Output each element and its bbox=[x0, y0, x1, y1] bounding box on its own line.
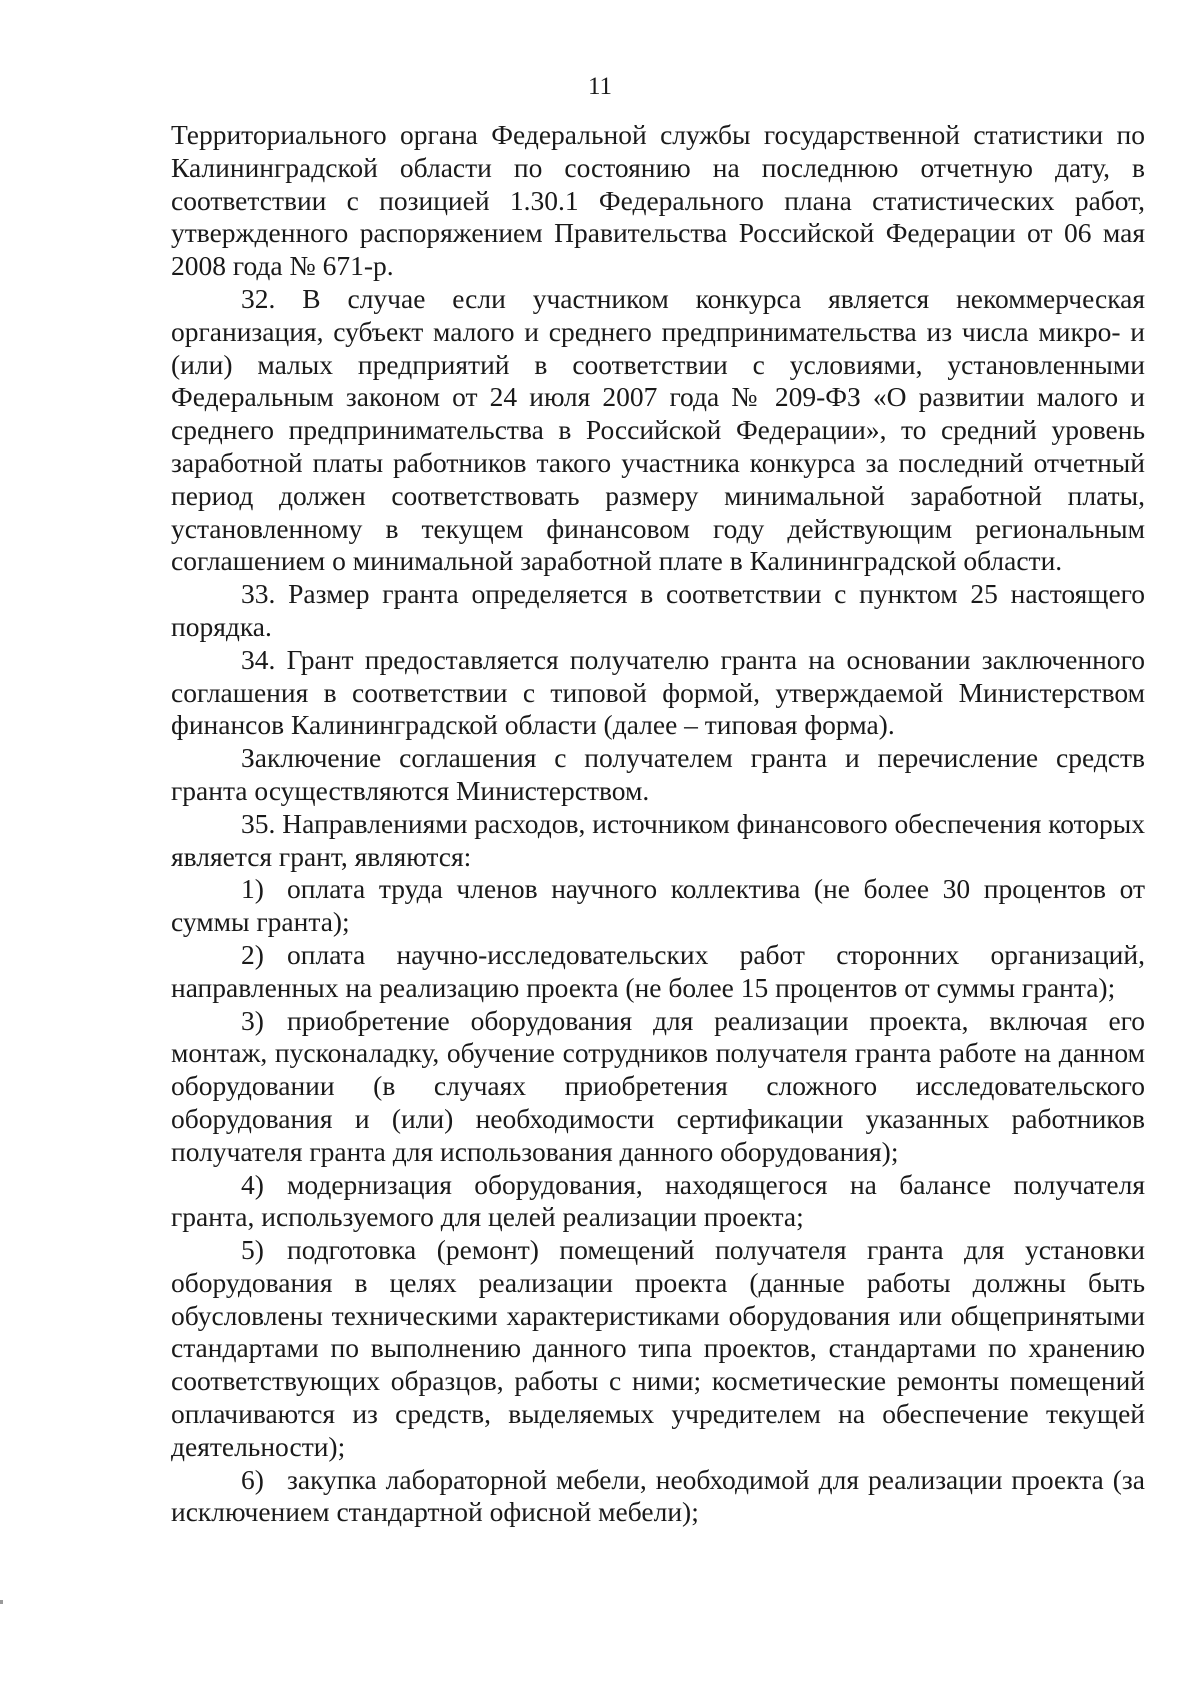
list-item-text: приобретение оборудования для реализации проекта, включая его монтаж, пусконаладку, обучение сотрудников получателя гранта работе на данном оборудовании (в случаях приобретения сложного исследовательского оборудования и (или) необходимости сертификации указанных работников получателя гранта для использования данного оборудования); bbox=[171, 1004, 1145, 1167]
scan-artifact bbox=[0, 1600, 3, 1604]
paragraph-text: Размер гранта определяется в соответствии с пунктом 25 настоящего порядка. bbox=[171, 578, 1145, 642]
list-item-text: подготовка (ремонт) помещений получателя гранта для установки оборудования в целях реализации проекта (данные работы должны быть обусловлены техническими характеристиками оборудования или общепринятыми стандартами по выполнению данного типа проектов, стандартами по хранению соответствующих образцов, работы с ними; косметические ремонты помещений оплачиваются из средств, выделяемых учредителем на обеспечение текущей деятельности); bbox=[171, 1234, 1145, 1462]
paragraph-33 bbox=[171, 578, 1145, 644]
list-item-text: оплата научно-исследовательских работ сторонних организаций, направленных на реализацию проекта (не более 15 процентов от суммы гранта); bbox=[171, 938, 1145, 1003]
paragraph-number: 32. bbox=[241, 282, 276, 314]
page-number: 11 bbox=[587, 73, 613, 100]
list-item-number: 1) bbox=[241, 873, 264, 905]
list-item-number: 5) bbox=[241, 1234, 264, 1266]
paragraph-text: В случае если участником конкурса является некоммерческая организация, субъект малого и среднего предпринимательства из числа микро- и (или) малых предприятий в соответствии с условиями, установленными Федеральным законом от 24 июля 2007 года № 209-ФЗ «О развитии малого и среднего предпринимательства в Российской Федерации», то средний уровень заработной платы работников такого участника конкурса за последний отчетный период должен соответствовать размеру минимальной заработной платы, установленному в текущем финансовом году действующим региональным соглашением о минимальной заработной плате в Калининградской области. bbox=[171, 282, 1145, 577]
paragraph-35 bbox=[171, 808, 1145, 874]
list-item-number: 4) bbox=[241, 1168, 264, 1200]
paragraph-text: Территориального органа Федеральной службы государственной статистики по Калининградской области по состоянию на последнюю отчетную дату, в соответствии с позицией 1.30.1 Федерального плана статистических работ, утвержденного распоряжением Правительства Российской Федерации от 06 мая 2008 года № 671-р. bbox=[171, 119, 1145, 282]
list-item-number: 3) bbox=[241, 1004, 264, 1036]
list-item-4 bbox=[171, 1169, 1145, 1235]
list-item-number: 2) bbox=[241, 938, 264, 970]
paragraph-number: 35. bbox=[241, 807, 276, 839]
paragraph-text: Грант предоставляется получателю гранта на основании заключенного соглашения в соответствии с типовой формой, утверждаемой Министерством финансов Калининградской области (далее – типовая форма). bbox=[171, 643, 1145, 741]
paragraph-continuation bbox=[171, 119, 1145, 283]
list-item-1 bbox=[171, 873, 1145, 939]
list-item-2 bbox=[171, 939, 1145, 1005]
paragraph-text: Направлениями расходов, источником финансового обеспечения которых является грант, являются: bbox=[171, 807, 1146, 872]
list-item-5 bbox=[171, 1234, 1145, 1464]
document-body bbox=[171, 119, 1145, 1529]
list-item-text: закупка лабораторной мебели, необходимой для реализации проекта (за исключением стандартной офисной мебели); bbox=[171, 1463, 1145, 1528]
list-item-6 bbox=[171, 1464, 1145, 1530]
paragraph-34-agreement bbox=[171, 742, 1145, 808]
list-item-text: модернизация оборудования, находящегося на балансе получателя гранта, используемого для целей реализации проекта; bbox=[171, 1168, 1145, 1233]
paragraph-32 bbox=[171, 283, 1145, 578]
paragraph-34 bbox=[171, 644, 1145, 742]
list-item-3 bbox=[171, 1005, 1145, 1169]
paragraph-text: Заключение соглашения с получателем гранта и перечисление средств гранта осуществляются Министерством. bbox=[171, 742, 1145, 806]
paragraph-number: 34. bbox=[241, 643, 276, 675]
list-item-number: 6) bbox=[241, 1463, 264, 1495]
paragraph-number: 33. bbox=[241, 578, 276, 610]
list-item-text: оплата труда членов научного коллектива (не более 30 процентов от суммы гранта); bbox=[171, 873, 1145, 938]
